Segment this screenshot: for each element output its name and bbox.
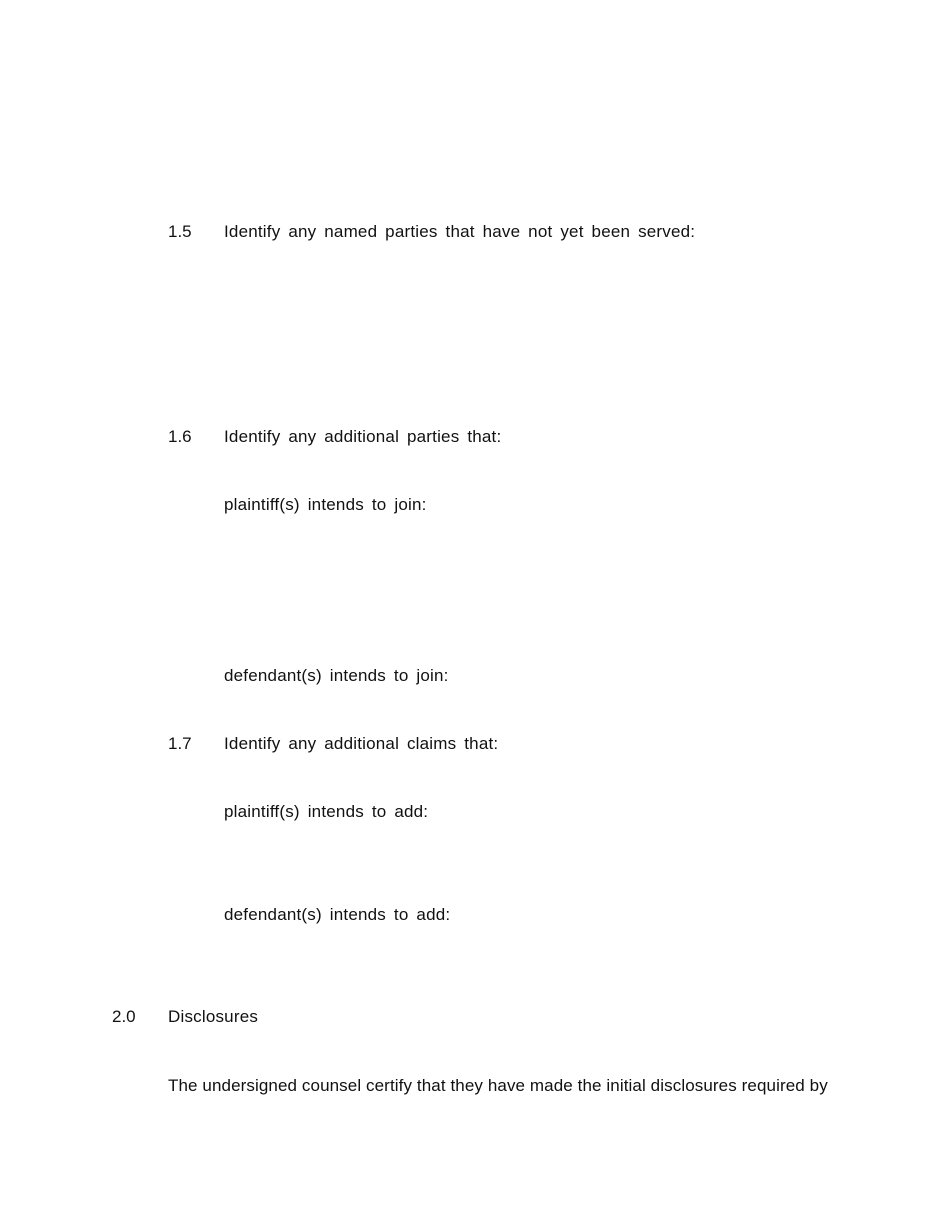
section-1-7-text: Identify any additional claims that: <box>224 734 499 753</box>
section-1-7-plaintiff: plaintiff(s) intends to add: <box>224 802 429 821</box>
section-number-2-0: 2.0 <box>112 1007 136 1026</box>
section-1-6-plaintiff: plaintiff(s) intends to join: <box>224 495 427 514</box>
section-2-0-body: The undersigned counsel certify that they have made the initial disclosures required by <box>168 1076 828 1095</box>
section-1-7-defendant: defendant(s) intends to add: <box>224 905 451 924</box>
section-1-5-text: Identify any named parties that have not yet been served: <box>224 222 696 241</box>
section-number-1-7: 1.7 <box>168 734 192 753</box>
section-1-6-text: Identify any additional parties that: <box>224 427 502 446</box>
section-2-0-title: Disclosures <box>168 1007 259 1026</box>
section-number-1-5: 1.5 <box>168 222 192 241</box>
section-1-6-defendant: defendant(s) intends to join: <box>224 666 449 685</box>
section-number-1-6: 1.6 <box>168 427 192 446</box>
